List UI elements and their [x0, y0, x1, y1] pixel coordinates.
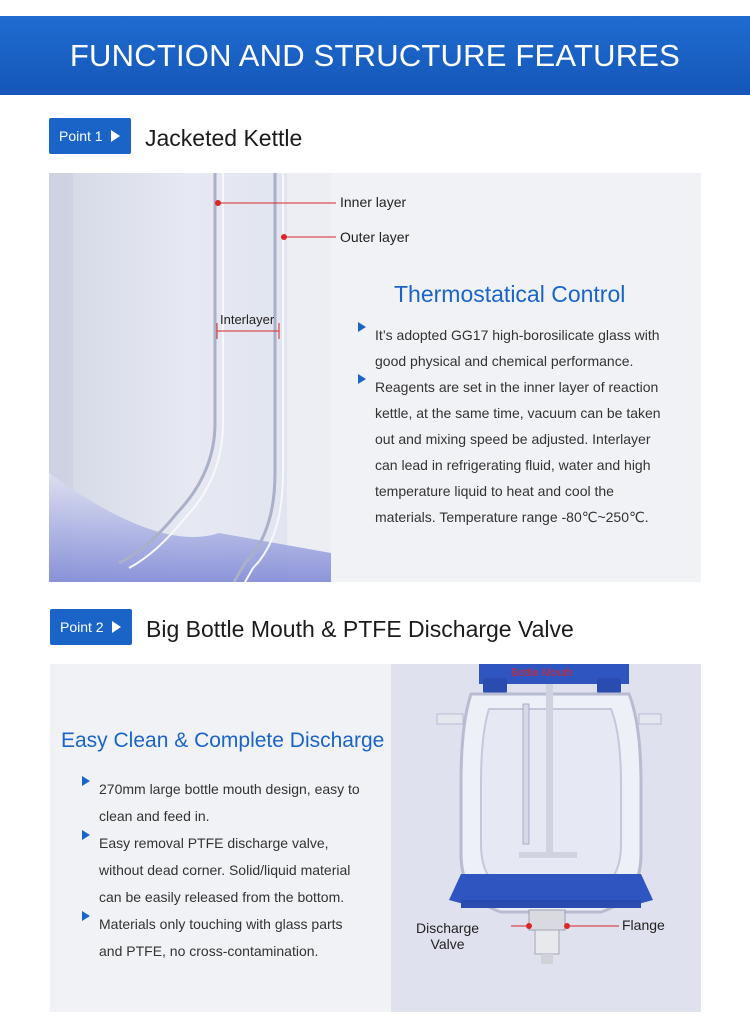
outer-layer-label: Outer layer: [340, 229, 410, 245]
point-2-tag: [50, 609, 132, 645]
interlayer-label: Interlayer: [220, 312, 275, 327]
point-2-tag-label: Point 2: [60, 619, 104, 635]
play-arrow-icon: [112, 621, 121, 633]
point-2-title: Big Bottle Mouth & PTFE Discharge Valve: [146, 616, 574, 642]
banner-title: FUNCTION AND STRUCTURE FEATURES: [69, 37, 681, 73]
discharge-label-line2: Valve: [430, 936, 465, 952]
bottle-mouth-label: Bottle Mouth: [511, 667, 573, 679]
point-1-tag: [49, 118, 131, 154]
section-banner: [0, 16, 750, 95]
point-1-bullet: Reagents are set in the inner layer of reaction kettle, at the same time, vacuum can be taken out and mixing speed be adjusted. Interlayer can lead in refrigerating fluid, water and high temperature liquid to heat and cool the materials. Temperature range -80℃~250℃.: [358, 374, 668, 530]
point-2-bullet: Materials only touching with glass parts and PTFE, no cross-contamination.: [82, 911, 367, 965]
point-1-tag-label: Point 1: [59, 128, 103, 144]
discharge-valve-label: [416, 920, 479, 952]
thermostatical-control-heading: Thermostatical Control: [394, 281, 626, 307]
easy-clean-heading: Easy Clean & Complete Discharge: [61, 729, 385, 752]
point-1-bullet: It’s adopted GG17 high-borosilicate glass with good physical and chemical performance.: [358, 322, 668, 374]
flange-label: Flange: [622, 917, 665, 933]
reactor-illustration: [391, 664, 701, 1012]
inner-layer-label: Inner layer: [340, 194, 407, 210]
point-2-bullet: 270mm large bottle mouth design, easy to clean and feed in.: [82, 776, 367, 830]
point-1-title: Jacketed Kettle: [145, 125, 303, 151]
point-2-bullets: [82, 776, 367, 965]
point-2-bullet: Easy removal PTFE discharge valve, without dead corner. Solid/liquid material can be easily released from the bottom.: [82, 830, 367, 911]
point-1-callout-lines: [210, 195, 340, 245]
reactor-vessel-image: [391, 664, 701, 1012]
point-1-bullets: [358, 322, 668, 530]
play-arrow-icon: [111, 130, 120, 142]
discharge-label-line1: Discharge: [416, 920, 480, 936]
